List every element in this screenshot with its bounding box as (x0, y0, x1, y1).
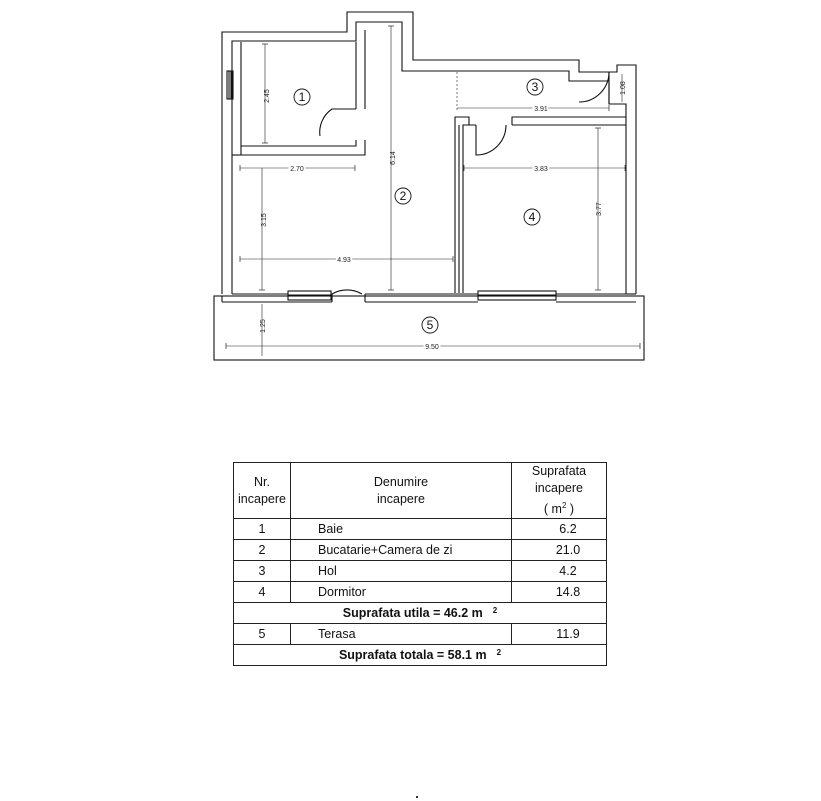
dormitor-door-arc (476, 125, 506, 155)
dormitor-wall (455, 117, 469, 293)
table-row (234, 561, 607, 582)
room-3-number: 3 (531, 80, 539, 94)
row-name: Hol (291, 561, 512, 582)
dim-hol-width: 3.91 (534, 106, 548, 113)
row-name: Terasa (291, 624, 512, 645)
dim-terasa-width: 9.50 (425, 344, 439, 351)
inner-wall-outline (232, 22, 626, 294)
row-area: 21.0 (512, 540, 607, 561)
dim-dormitor-width: 3.83 (534, 166, 548, 173)
total-cell: Suprafata totala = 58.1 m $^2$ (234, 645, 607, 666)
dim-dormitor-height: 3.77 (596, 202, 603, 216)
table-header-row (234, 463, 607, 519)
dim-bucatarie-height: 3.15 (261, 213, 268, 227)
row-nr: 1 (234, 519, 291, 540)
subtotal-row (234, 603, 607, 624)
row-name: Bucatarie+Camera de zi (291, 540, 512, 561)
row-nr: 5 (234, 624, 291, 645)
row-area: 11.9 (512, 624, 607, 645)
dim-hol-height: 1.08 (620, 81, 627, 95)
room-5-number: 5 (426, 318, 434, 332)
header-area: Suprafata incapere ( $m^2$ ) (512, 463, 607, 519)
dim-baie-height: 2.45 (264, 89, 271, 103)
row-area: 6.2 (512, 519, 607, 540)
row-nr: 4 (234, 582, 291, 603)
header-name: Denumire incapere (291, 463, 512, 519)
row-name: Baie (291, 519, 512, 540)
row-nr: 2 (234, 540, 291, 561)
subtotal-cell: Suprafata utila = 46.2 m $^2$ (234, 603, 607, 624)
baie-door-arc (320, 109, 356, 136)
dim-bucatarie-width: 2.70 (290, 166, 304, 173)
dim-living-width: 4.93 (337, 257, 351, 264)
header-nr: Nr. incapere (234, 463, 291, 519)
row-area: 4.2 (512, 561, 607, 582)
total-row (234, 645, 607, 666)
row-area: 14.8 (512, 582, 607, 603)
scan-speck (416, 796, 418, 798)
table-row (234, 582, 607, 603)
outer-wall (222, 12, 636, 294)
entrance-door-arc (579, 72, 609, 102)
table-row (234, 519, 607, 540)
dormitor-top-wall (512, 117, 626, 125)
room-4-number: 4 (528, 210, 536, 224)
row-nr: 3 (234, 561, 291, 582)
dim-terasa-depth: 1.25 (260, 319, 267, 333)
floor-plan (0, 0, 821, 380)
room-1-number: 1 (298, 90, 306, 104)
table-row (234, 540, 607, 561)
row-name: Dormitor (291, 582, 512, 603)
dim-total-height: 6.14 (390, 151, 397, 165)
room-2-number: 2 (399, 189, 407, 203)
baie-wall-inner (241, 140, 365, 155)
table-row (234, 624, 607, 645)
room-area-table (233, 462, 607, 666)
